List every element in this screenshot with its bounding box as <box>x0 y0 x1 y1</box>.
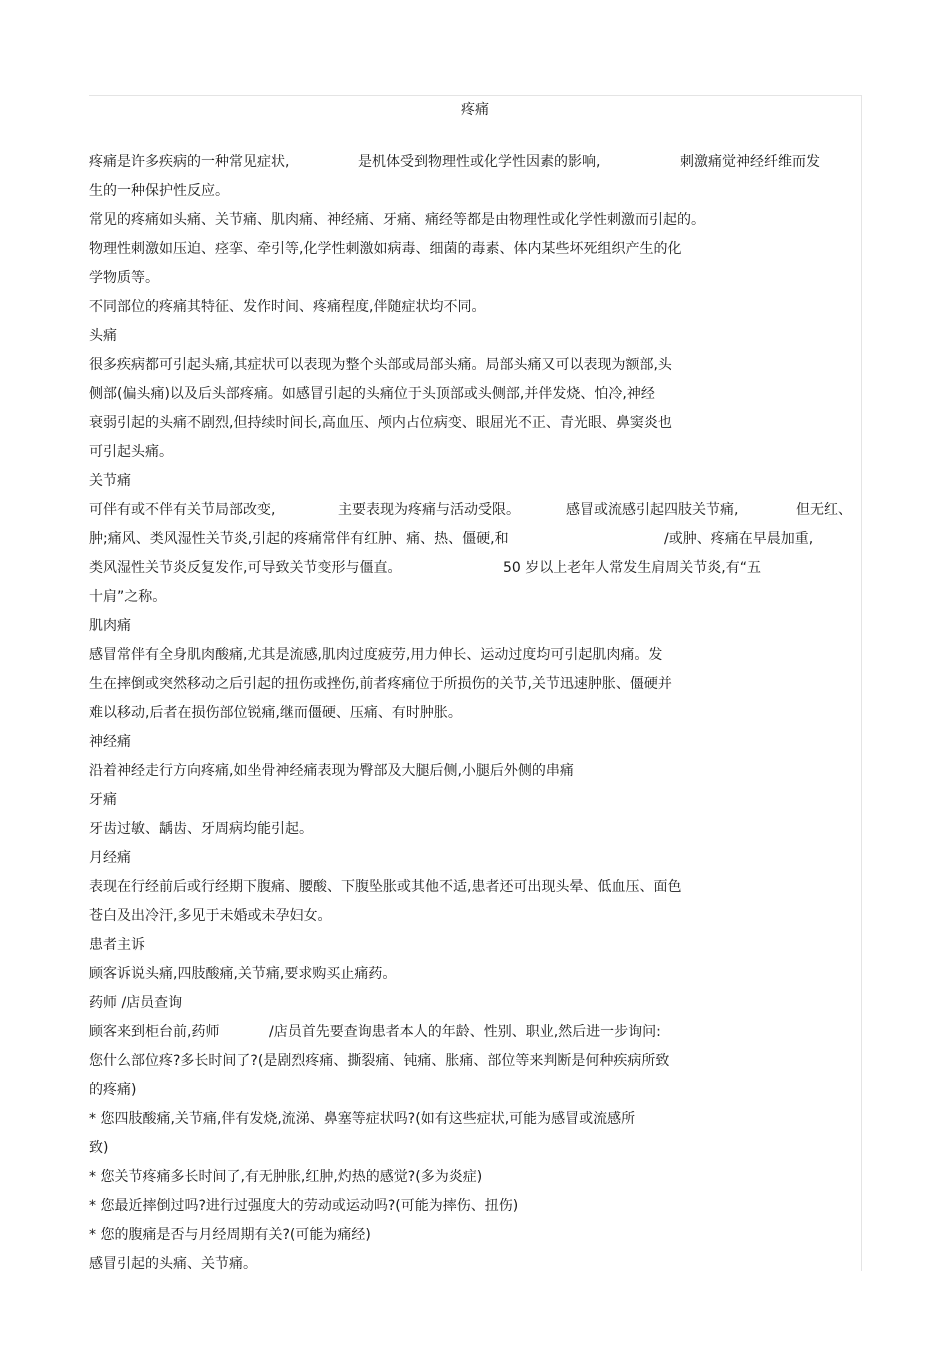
bullet-item-menstrual: * 您的腹痛是否与月经周期有关?(可能为痛经) <box>89 1227 371 1243</box>
toothache-line: 牙齿过敏、龋齿、牙周病均能引起。 <box>89 821 313 837</box>
menstrual-line-2: 苍白及出冷汗,多见于未婚或未孕妇女。 <box>89 908 332 924</box>
bullet-item-injury: * 您最近摔倒过吗?进行过强度大的劳动或运动吗?(可能为摔伤、扭伤) <box>89 1198 519 1214</box>
text-segment: 感冒或流感引起四肢关节痛, <box>566 502 739 518</box>
nerve-line: 沿着神经走行方向疼痛,如坐骨神经痛表现为臀部及大腿后侧,小腿后外侧的串痛 <box>89 763 574 779</box>
query-line-3: 的疼痛) <box>89 1082 137 1098</box>
section-heading-headache: 头痛 <box>89 328 117 344</box>
paragraph-stimulus-line-2: 学物质等。 <box>89 270 159 286</box>
text-segment: 是机体受到物理性或化学性因素的影响, <box>358 154 601 170</box>
bullet-item-flu: * 您四肢酸痛,关节痛,伴有发烧,流涕、鼻塞等症状吗?(如有这些症状,可能为感冒或流感所 <box>89 1111 636 1127</box>
headache-line-2: 侧部(偏头痛)以及后头部疼痛。如感冒引起的头痛位于头顶部或头侧部,并伴发烧、怕冷,神经 <box>89 386 655 402</box>
headache-line-4: 可引起头痛。 <box>89 444 173 460</box>
text-segment: 顾客来到柜台前,药师 <box>89 1024 220 1040</box>
bullet-item-joint: * 您关节疼痛多长时间了,有无肿胀,红肿,灼热的感觉?(多为炎症) <box>89 1169 483 1185</box>
headache-line-3: 衰弱引起的头痛不剧烈,但持续时间长,高血压、颅内占位病变、眼屈光不正、青光眼、鼻窦炎也 <box>89 415 672 431</box>
section-heading-muscle-pain: 肌肉痛 <box>89 618 131 634</box>
section-heading-pharmacist-query: 药师 /店员查询 <box>89 995 183 1011</box>
section-heading-complaint: 患者主诉 <box>89 937 145 953</box>
query-line-2: 您什么部位疼?多长时间了?(是剧烈疼痛、撕裂痛、钝痛、胀痛、部位等来判断是何种疾病所致 <box>89 1053 670 1069</box>
paragraph-differences: 不同部位的疼痛其特征、发作时间、疼痛程度,伴随症状均不同。 <box>89 299 486 315</box>
muscle-line-2: 生在摔倒或突然移动之后引起的扭伤或挫伤,前者疼痛位于所损伤的关节,关节迅速肿胀、僵硬并 <box>89 676 672 692</box>
text-segment: 刺激痛觉神经纤维而发 <box>680 154 820 170</box>
text-segment: 类风湿性关节炎反复发作,可导致关节变形与僵直。 <box>89 560 402 576</box>
section-heading-menstrual-pain: 月经痛 <box>89 850 131 866</box>
intro-line-2: 生的一种保护性反应。 <box>89 183 229 199</box>
text-segment: /店员首先要查询患者本人的年龄、性别、职业,然后进一步询问: <box>269 1024 661 1040</box>
text-segment: 疼痛是许多疾病的一种常见症状, <box>89 154 290 170</box>
muscle-line-1: 感冒常伴有全身肌肉酸痛,尤其是流感,肌肉过度疲劳,用力伸长、运动过度均可引起肌肉痛。发 <box>89 647 663 663</box>
text-segment: 肿;痛风、类风湿性关节炎,引起的疼痛常伴有红肿、痛、热、僵硬,和 <box>89 531 509 547</box>
document-page <box>89 95 862 1271</box>
section-heading-toothache: 牙痛 <box>89 792 117 808</box>
paragraph-stimulus-line-1: 物理性刺激如压迫、痉挛、牵引等,化学性刺激如病毒、细菌的毒素、体内某些坏死组织产生的化 <box>89 241 682 257</box>
text-segment: 可伴有或不伴有关节局部改变, <box>89 502 276 518</box>
bullet-item-flu-cont: 致) <box>89 1140 109 1156</box>
section-heading-nerve-pain: 神经痛 <box>89 734 131 750</box>
text-segment: /或肿、疼痛在早晨加重, <box>664 531 814 547</box>
paragraph-common-pains: 常见的疼痛如头痛、关节痛、肌肉痛、神经痛、牙痛、痛经等都是由物理性或化学性刺激而引起的。 <box>89 212 705 228</box>
document-title: 疼痛 <box>461 102 489 118</box>
text-segment: 主要表现为疼痛与活动受限。 <box>338 502 520 518</box>
section-heading-joint-pain: 关节痛 <box>89 473 131 489</box>
joint-line-4: 十肩”之称。 <box>89 589 167 605</box>
headache-line-1: 很多疾病都可引起头痛,其症状可以表现为整个头部或局部头痛。局部头痛又可以表现为额部,头 <box>89 357 672 373</box>
text-segment: 但无红、 <box>796 502 852 518</box>
text-segment: 50 岁以上老年人常发生肩周关节炎,有“五 <box>503 560 761 576</box>
menstrual-line-1: 表现在行经前后或行经期下腹痛、腰酸、下腹坠胀或其他不适,患者还可出现头晕、低血压、面色 <box>89 879 682 895</box>
muscle-line-3: 难以移动,后者在损伤部位锐痛,继而僵硬、压痛、有时肿胀。 <box>89 705 462 721</box>
last-line: 感冒引起的头痛、关节痛。 <box>89 1256 257 1271</box>
complaint-line: 顾客诉说头痛,四肢酸痛,关节痛,要求购买止痛药。 <box>89 966 397 982</box>
